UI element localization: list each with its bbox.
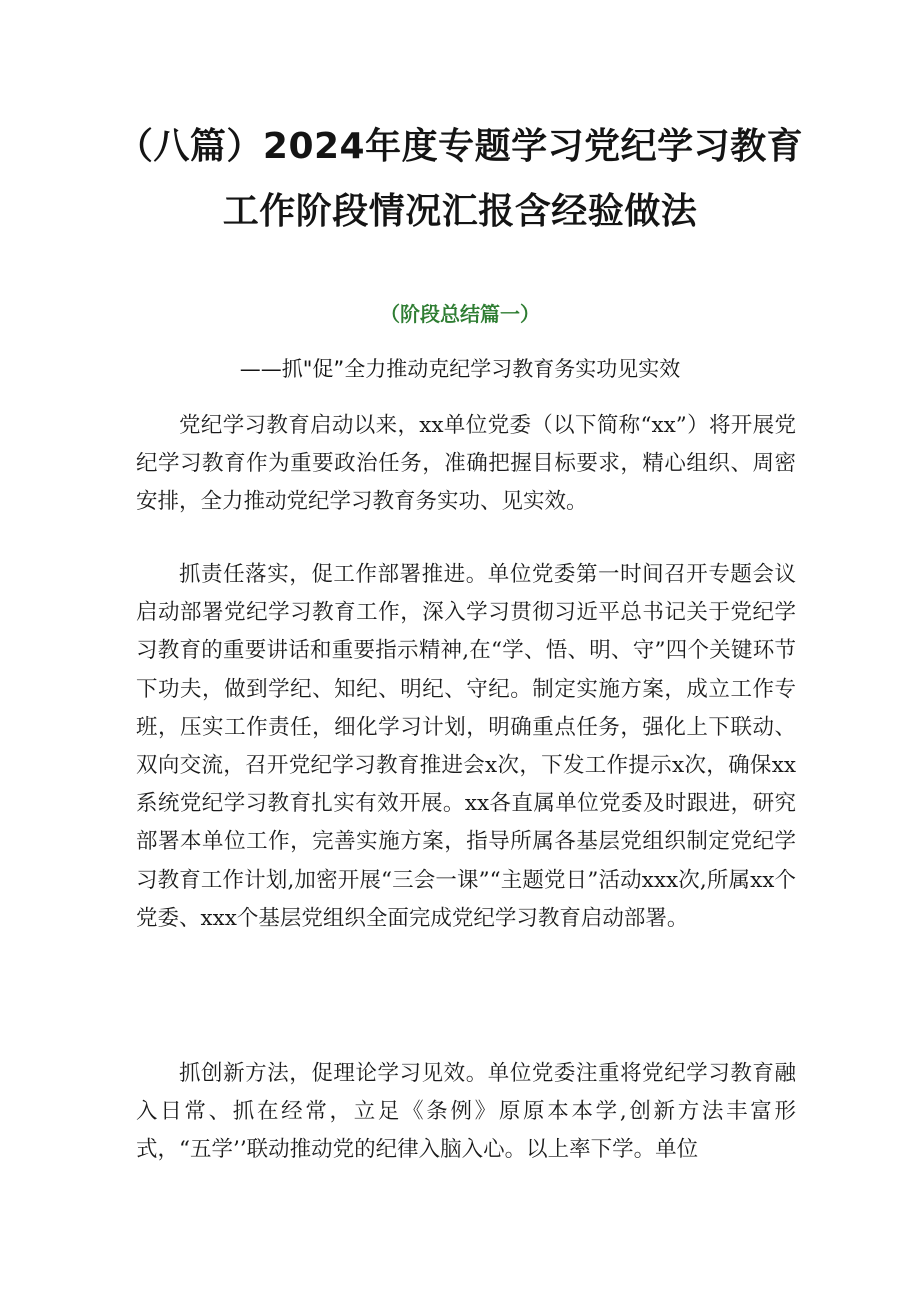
section-label: （阶段总结篇一） <box>380 302 540 326</box>
section-subtitle: ——抓"促”全力推动克纪学习教育务实功见实效 <box>239 357 681 381</box>
body-paragraph: 党纪学习教育启动以来，xx单位党委（以下简称“xx”）将开展党纪学习教育作为重要政治任务，准确把握目标要求，精心组织、周密安排，全力推动党纪学习教育务实功、见实效。 <box>136 413 796 515</box>
body-paragraph: 抓责任落实，促工作部署推进。单位党委第一时间召开专题会议启动部署党纪学习教育工作，深入学习贯彻习近平总书记关于党纪学习教育的重要讲话和重要指示精神,在“学、悟、明、守”四个关键环节下功夫，做到学纪、知纪、明纪、守纪。制定实施方案，成立工作专班，压实工作责任，细化学习计划，明确重点任务，强化上下联动、双向交流，召开党纪学习教育推进会x次，下发工作提示x次，确保xx系统党纪学习教育扎实有效开展。xx各直属单位党委及时跟进，研究部署本单位工作，完善实施方案，指导所属各基层党组织制定党纪学习教育工作计划,加密开展“三会一课”“主题党日”活动xxx次,所属xx个党委、xxx个基层党组织全面完成党纪学习教育启动部署。 <box>136 562 796 931</box>
body-paragraph: 抓创新方法，促理论学习见效。单位党委注重将党纪学习教育融入日常、抓在经常，立足《条例》原原本本学,创新方法丰富形式，“五学’’联动推动党的纪律入脑入心。以上率下学。单位 <box>136 1061 796 1163</box>
document-title-line-2: 工作阶段情况汇报含经验做法 <box>222 191 698 232</box>
document-title-line-1: （八篇）2024年度专题学习党纪学习教育 <box>116 126 804 167</box>
